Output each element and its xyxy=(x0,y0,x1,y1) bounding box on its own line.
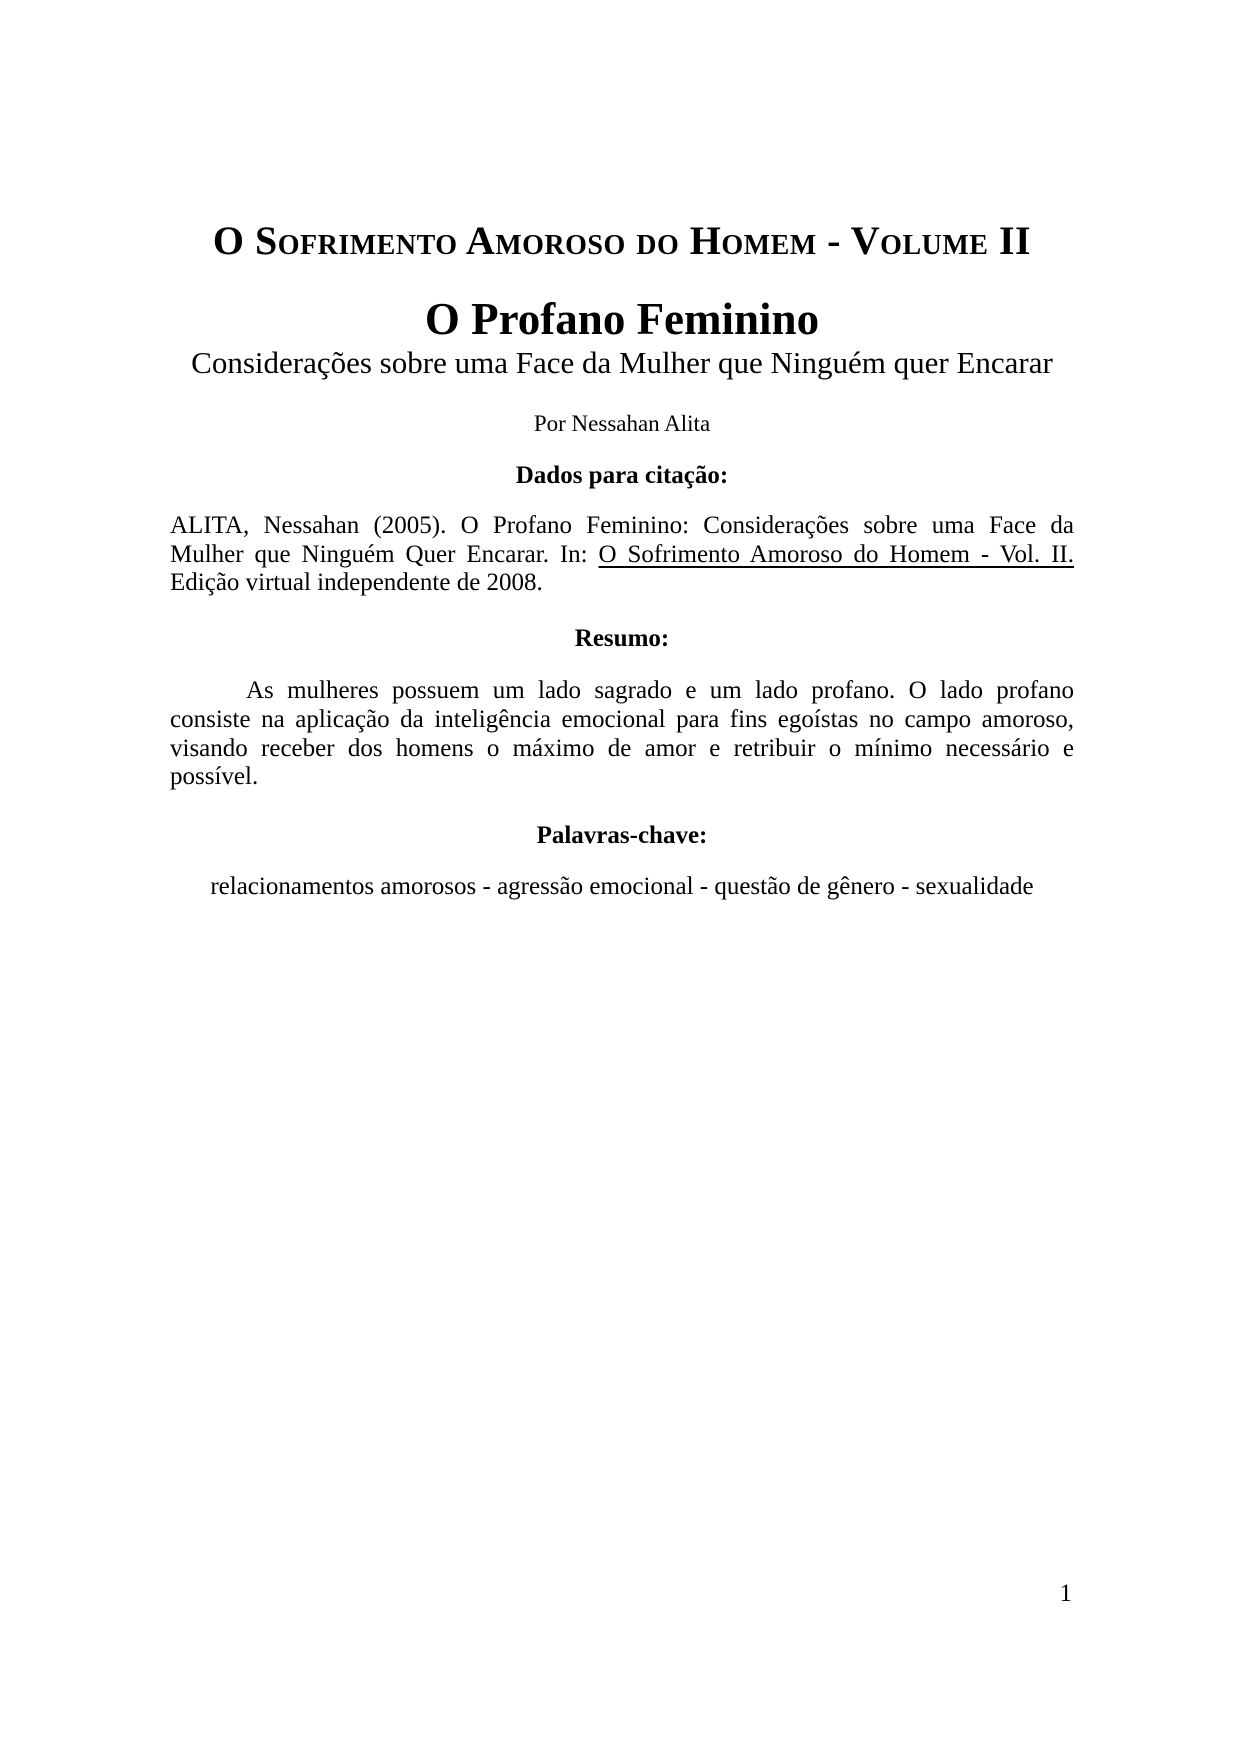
abstract-heading: Resumo: xyxy=(574,625,670,653)
author-byline: Por Nessahan Alita xyxy=(533,411,711,436)
keywords-heading: Palavras-chave: xyxy=(536,821,708,849)
abstract-paragraph: As mulheres possuem um lado sagrado e um lado profano. O lado profano consiste na aplicação da inteligência emocional para fins egoístas no campo amoroso, visando receber dos homens o máximo de amor e retribuir o mínimo necessário e possível. xyxy=(170,677,1074,791)
subtitle: Considerações sobre uma Face da Mulher que Ninguém quer Encarar xyxy=(191,345,1053,380)
citation-text-after: Edição virtual independente de 2008. xyxy=(170,569,543,597)
citation-title-underlined: O Sofrimento Amoroso do Homem - Vol. II. xyxy=(598,540,1075,568)
citation-heading: Dados para citação: xyxy=(515,462,729,489)
citation-text-before: ALITA, Nessahan (2005). O Profano Feminino: Considerações sobre uma Face da Mulher que Ninguém Quer Encarar. In: xyxy=(170,512,1074,568)
page-number: 1 xyxy=(1059,1580,1072,1607)
page-title: O Profano Feminino xyxy=(424,294,820,344)
series-title: O Sofrimento Amoroso do Homem - Volume II xyxy=(212,218,1032,263)
citation-paragraph xyxy=(170,512,1074,598)
keywords-line: relacionamentos amorosos - agressão emocional - questão de gênero - sexualidade xyxy=(210,872,1034,900)
